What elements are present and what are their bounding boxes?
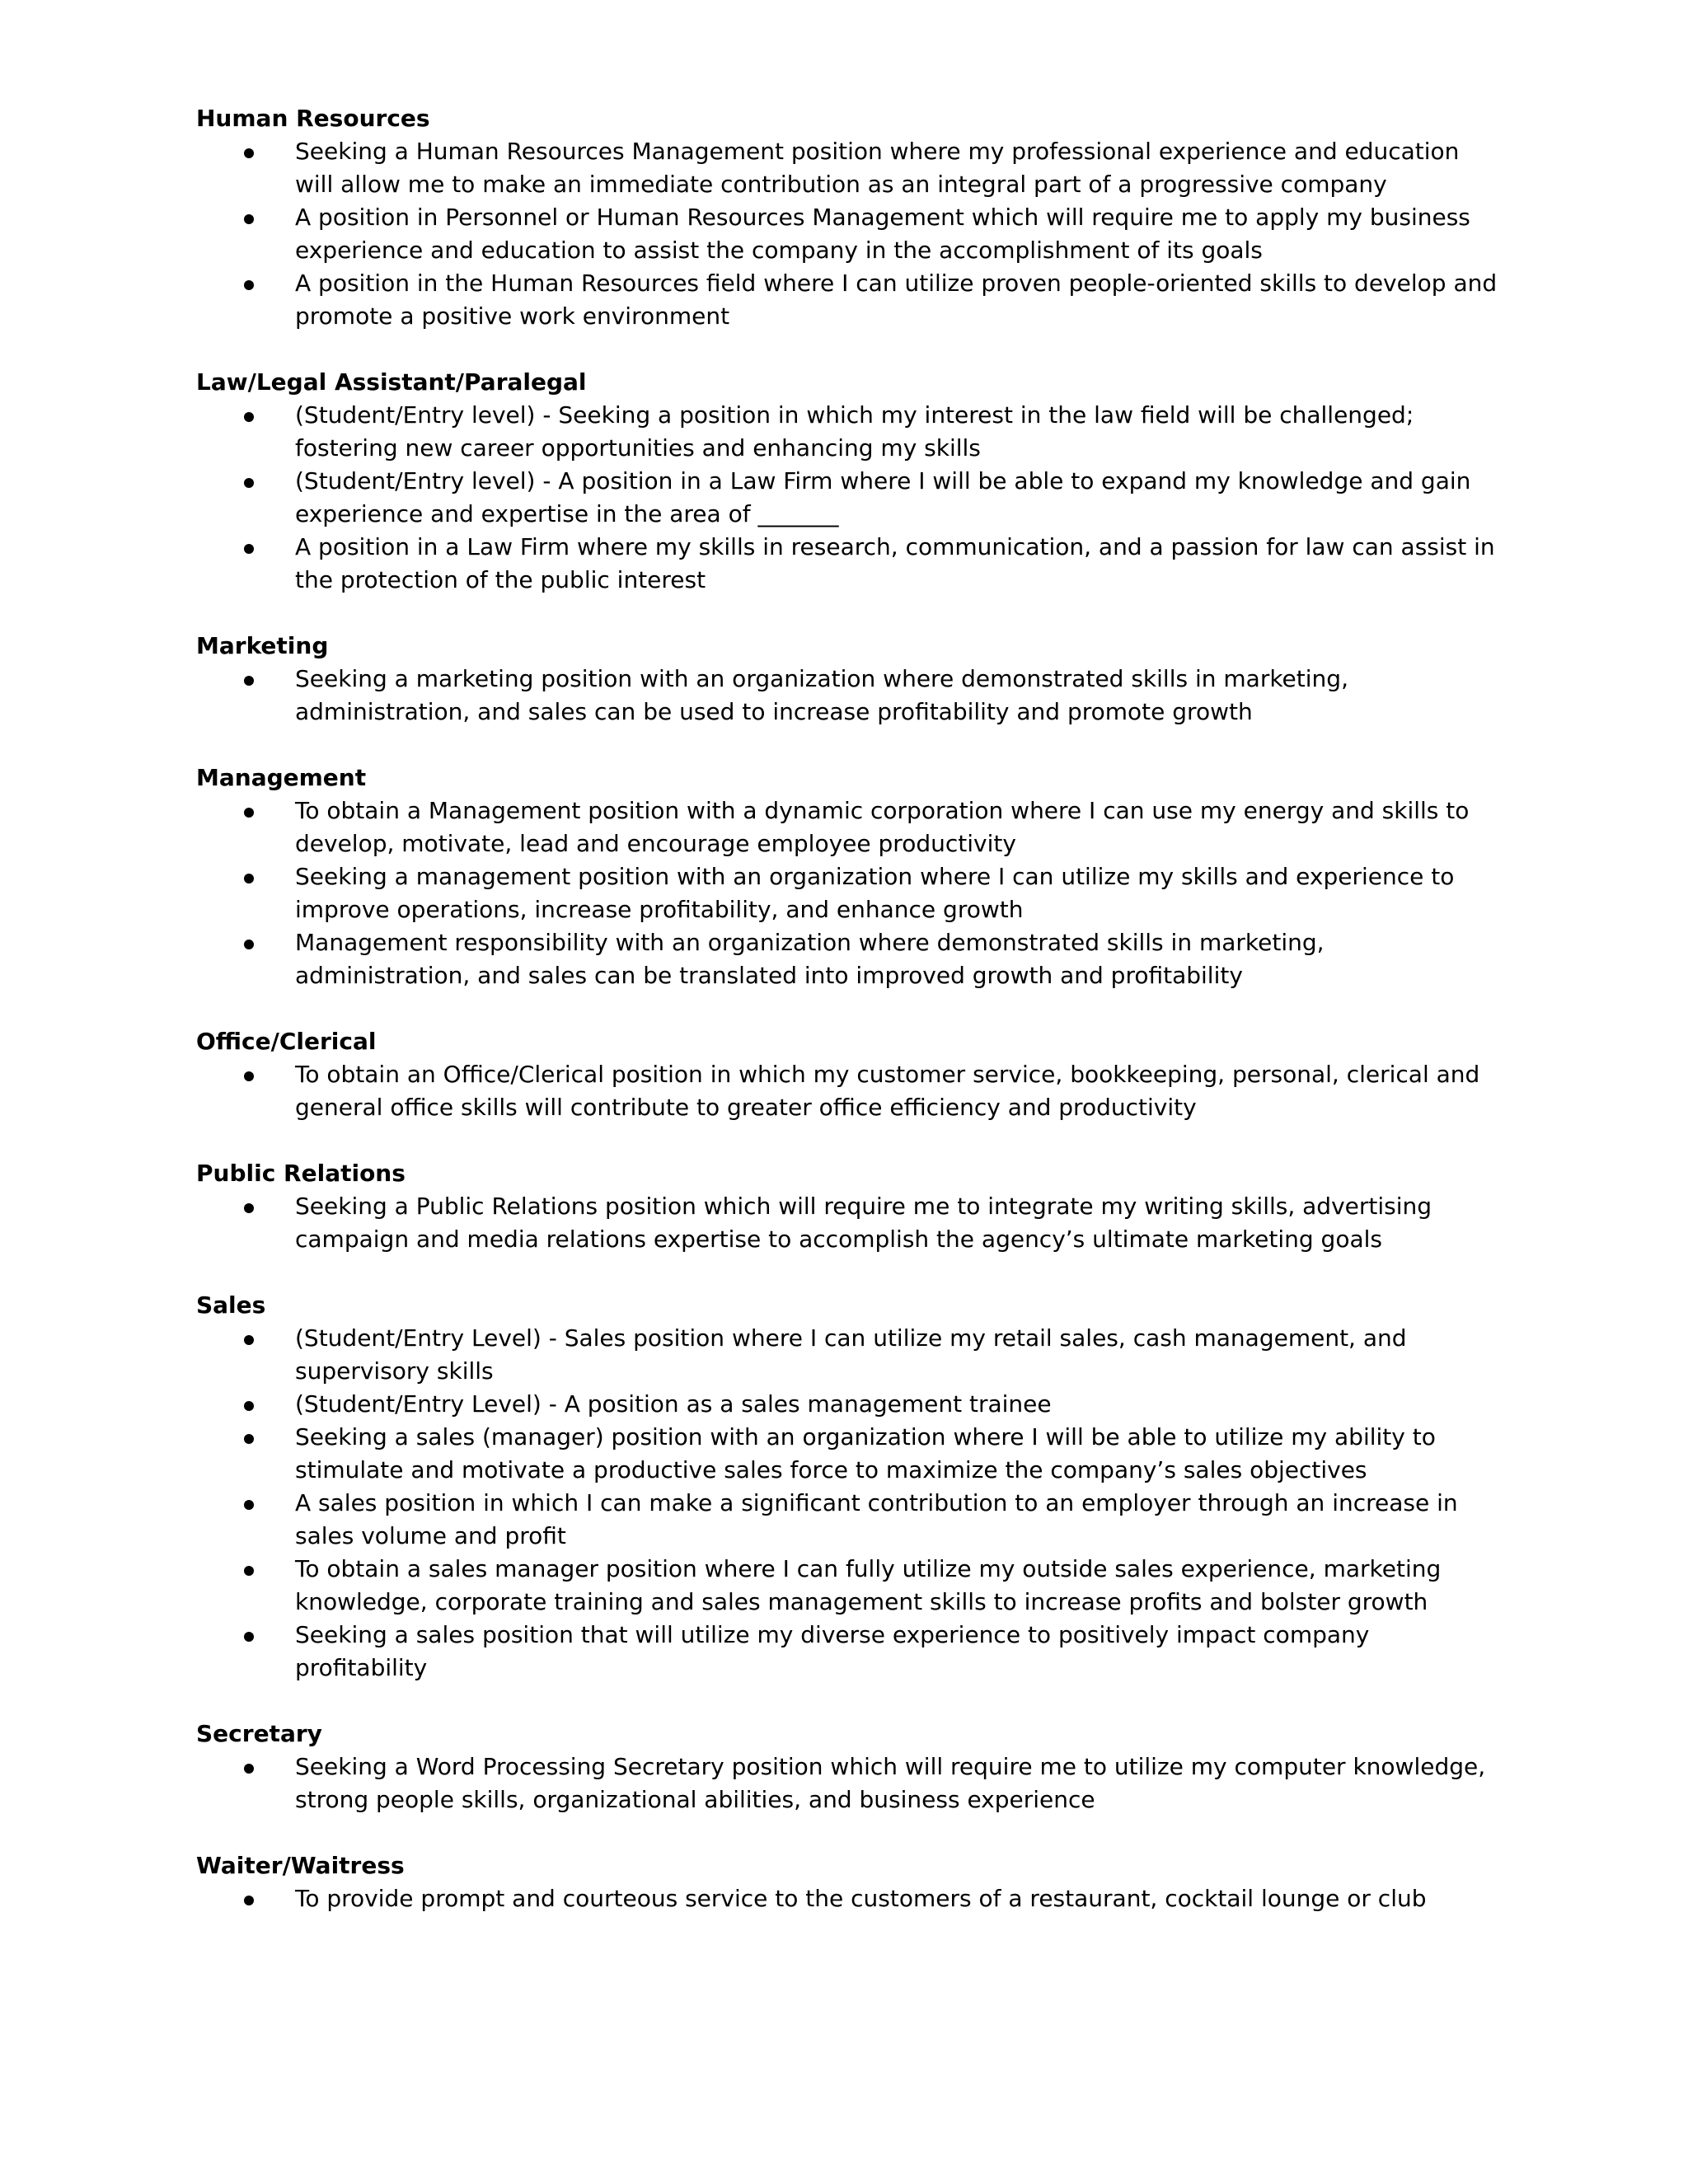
section-title: Management <box>196 764 367 791</box>
bullet-icon <box>244 1896 254 1905</box>
section-sales <box>196 1289 1498 1685</box>
list-item <box>196 531 1498 597</box>
bullet-icon <box>244 1566 254 1576</box>
list-item-text: (Student/Entry Level) - Sales position where I can utilize my retail sales, cash management, and supervisory skills <box>295 1324 1407 1385</box>
list-item-text: Seeking a Public Relations position which will require me to integrate my writing skills, advertising campaign and media relations expertise to accomplish the agency’s ultimate marketing goals <box>295 1193 1432 1253</box>
list-item-text: Seeking a Human Resources Management position where my professional experience and education will allow me to make an immediate contribution as an integral part of a progressive company <box>295 138 1460 198</box>
objective-list <box>196 399 1498 597</box>
list-item-text: A position in Personnel or Human Resources Management which will require me to apply my business experience and education to assist the company in the accomplishment of its goals <box>295 204 1470 264</box>
list-item <box>196 1750 1498 1816</box>
bullet-icon <box>244 1434 254 1444</box>
objective-list <box>196 663 1498 729</box>
section-title: Human Resources <box>196 105 430 132</box>
section-title: Law/Legal Assistant/Paralegal <box>196 368 587 396</box>
list-item <box>196 1553 1498 1619</box>
section-law-legal <box>196 366 1498 597</box>
list-item <box>196 663 1498 729</box>
section-title: Marketing <box>196 632 329 659</box>
list-item <box>196 1322 1498 1388</box>
bullet-icon <box>244 874 254 883</box>
list-item-text: To obtain a Management position with a dynamic corporation where I can use my energy and skills to develop, motivate, lead and encourage employee productivity <box>295 797 1470 857</box>
list-item <box>196 201 1498 267</box>
list-item <box>196 135 1498 201</box>
section-title: Sales <box>196 1291 266 1319</box>
bullet-icon <box>244 808 254 818</box>
list-item <box>196 399 1498 465</box>
section-title: Office/Clerical <box>196 1028 377 1055</box>
list-item <box>196 1388 1498 1421</box>
bullet-icon <box>244 1401 254 1411</box>
list-item <box>196 1619 1498 1685</box>
objective-list <box>196 1322 1498 1685</box>
bullet-icon <box>244 676 254 686</box>
list-item <box>196 465 1498 531</box>
bullet-icon <box>244 148 254 158</box>
list-item-text: Seeking a sales position that will utilize my diverse experience to positively impact company profitability <box>295 1621 1370 1681</box>
section-secretary <box>196 1718 1498 1816</box>
list-item-text: To provide prompt and courteous service to the customers of a restaurant, cocktail lounge or club <box>295 1885 1427 1912</box>
bullet-icon <box>244 1764 254 1774</box>
bullet-icon <box>244 280 254 290</box>
list-item-text: A sales position in which I can make a significant contribution to an employer through an increase in sales volume and profit <box>295 1489 1458 1549</box>
bullet-icon <box>244 214 254 224</box>
list-item-text: To obtain a sales manager position where I can fully utilize my outside sales experience, marketing knowledge, corporate training and sales management skills to increase profits and bolster growth <box>295 1555 1442 1615</box>
bullet-icon <box>244 544 254 554</box>
list-item-text: (Student/Entry level) - A position in a Law Firm where I will be able to expand my knowledge and gain experience and expertise in the area of _______ <box>295 467 1471 527</box>
list-item <box>196 1487 1498 1553</box>
list-item-text: To obtain an Office/Clerical position in which my customer service, bookkeeping, personal, clerical and general office skills will contribute to greater office efficiency and productivity <box>295 1061 1480 1121</box>
list-item-text: A position in the Human Resources field where I can utilize proven people-oriented skills to develop and promote a positive work environment <box>295 269 1498 330</box>
section-title: Secretary <box>196 1720 322 1747</box>
bullet-icon <box>244 1335 254 1345</box>
objective-list <box>196 1058 1498 1124</box>
bullet-icon <box>244 478 254 488</box>
objective-list <box>196 135 1498 333</box>
list-item <box>196 1190 1498 1256</box>
list-item-text: (Student/Entry level) - Seeking a position in which my interest in the law field will be challenged; fostering new career opportunities and enhancing my skills <box>295 401 1414 462</box>
list-item-text: Seeking a sales (manager) position with an organization where I will be able to utilize my ability to stimulate and motivate a productive sales force to maximize the company’s sales objectives <box>295 1423 1436 1483</box>
section-office-clerical <box>196 1025 1498 1124</box>
section-marketing <box>196 630 1498 729</box>
bullet-icon <box>244 412 254 422</box>
bullet-icon <box>244 1632 254 1642</box>
list-item-text: Seeking a Word Processing Secretary position which will require me to utilize my computer knowledge, strong people skills, organizational abilities, and business experience <box>295 1753 1486 1813</box>
list-item <box>196 1882 1498 1915</box>
bullet-icon <box>244 1071 254 1081</box>
section-title: Public Relations <box>196 1160 406 1187</box>
bullet-icon <box>244 1500 254 1510</box>
objective-list <box>196 1882 1498 1915</box>
list-item <box>196 860 1498 926</box>
document-page <box>196 102 1498 1948</box>
list-item <box>196 926 1498 992</box>
objective-list <box>196 794 1498 992</box>
list-item <box>196 267 1498 333</box>
section-public-relations <box>196 1157 1498 1256</box>
list-item-text: A position in a Law Firm where my skills in research, communication, and a passion for law can assist in the protection of the public interest <box>295 533 1495 593</box>
section-management <box>196 762 1498 992</box>
list-item-text: Seeking a management position with an organization where I can utilize my skills and experience to improve operations, increase profitability, and enhance growth <box>295 863 1455 923</box>
list-item <box>196 1058 1498 1124</box>
list-item-text: Management responsibility with an organization where demonstrated skills in marketing, administration, and sales can be translated into improved growth and profitability <box>295 929 1325 989</box>
bullet-icon <box>244 1203 254 1213</box>
section-title: Waiter/Waitress <box>196 1852 405 1879</box>
section-human-resources <box>196 102 1498 333</box>
section-waiter-waitress <box>196 1849 1498 1915</box>
objective-list <box>196 1750 1498 1816</box>
list-item <box>196 794 1498 860</box>
list-item-text: Seeking a marketing position with an organization where demonstrated skills in marketing, administration, and sales can be used to increase profitability and promote growth <box>295 665 1348 725</box>
objective-list <box>196 1190 1498 1256</box>
list-item <box>196 1421 1498 1487</box>
list-item-text: (Student/Entry Level) - A position as a sales management trainee <box>295 1390 1052 1418</box>
bullet-icon <box>244 940 254 949</box>
